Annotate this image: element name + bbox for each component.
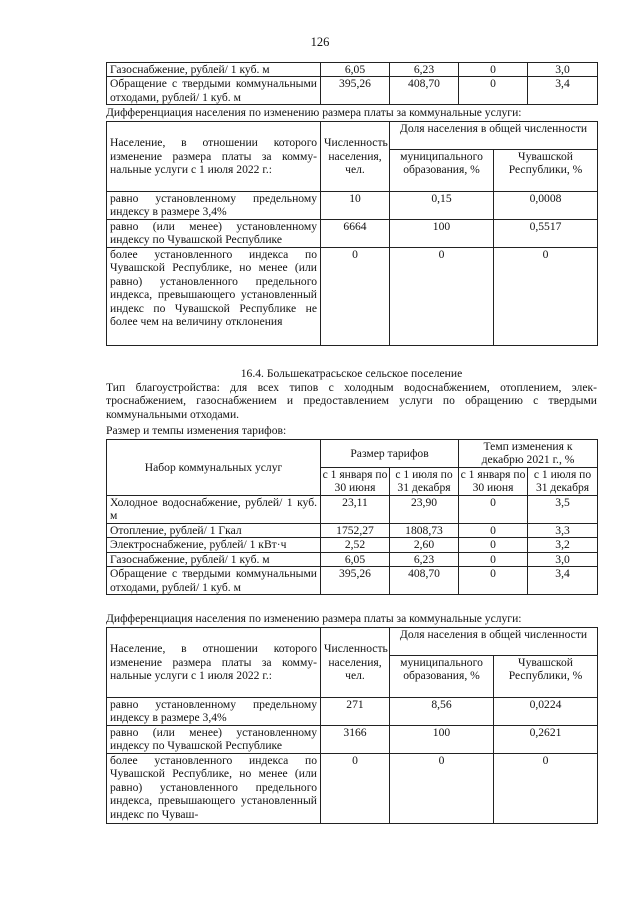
municipal-value: 0	[390, 754, 494, 824]
diff-title: Дифференциация населения по изменению размера платы за коммунальные услуги:	[106, 612, 522, 625]
count-value: 0	[321, 248, 390, 346]
row-label: равно (или менее) установленному индексу по Чувашской Республике	[107, 726, 321, 754]
rate-value: 0	[459, 552, 528, 566]
municipal-value: 100	[390, 726, 494, 754]
rate-value: 3,4	[528, 77, 598, 105]
service-name: Электроснабжение, рублей/ 1 кВт·ч	[107, 538, 321, 552]
table-row	[107, 77, 598, 105]
republic-value: 0,2621	[494, 726, 598, 754]
tariff-value: 395,26	[321, 567, 390, 595]
header-size: Размер тарифов	[321, 440, 459, 468]
table-row	[107, 248, 598, 346]
header-population: Население, в отношении которого изменение размера платы за коммунальные услуги с 1 июля 2022 г.:	[107, 122, 321, 192]
rate-value: 3,5	[528, 496, 598, 524]
tariff-value: 23,90	[390, 496, 459, 524]
rate-value: 3,3	[528, 524, 598, 538]
header-period: с 1 января по 30 июня	[321, 468, 390, 496]
tariff-value: 1808,73	[390, 524, 459, 538]
table-row	[107, 220, 598, 248]
rate-value: 3,4	[528, 567, 598, 595]
count-value: 10	[321, 192, 390, 220]
municipal-value: 100	[390, 220, 494, 248]
row-label: более установленного индекса по Чувашской Республике, но менее (или равно) установленного предельного индекса, превышающего установленный индекс по Чувашской Республике не более чем на величину отклонения	[107, 248, 321, 346]
header-count: Численность населения, чел.	[321, 122, 390, 192]
tariff-value: 2,60	[390, 538, 459, 552]
top-tariff-table	[106, 62, 598, 105]
header-population: Население, в отношении которого изменение размера платы за коммунальные услуги с 1 июля 2022 г.:	[107, 628, 321, 698]
rate-value: 0	[459, 538, 528, 552]
header-municipal: муниципального образования, %	[390, 150, 494, 192]
service-name: Обращение с твердыми коммунальными отходами, рублей/ 1 куб. м	[107, 77, 321, 105]
rate-value: 0	[459, 63, 528, 77]
service-name: Обращение с твердыми коммунальными отходами, рублей/ 1 куб. м	[107, 567, 321, 595]
header-share: Доля населения в общей численности	[390, 628, 598, 656]
row-label: более установленного индекса по Чувашской Республике, но менее (или равно) установленного предельного индекса, превышающего установленный индекс по Чуваш-	[107, 754, 321, 824]
tariff-value: 2,52	[321, 538, 390, 552]
table-row	[107, 552, 598, 566]
improvement-text: Тип благоустройства: для всех типов с холодным водоснабжением, отоплением, электроснабжением, газоснабжением и предоставлением услуги по обращению с твердыми коммунальными отходами.	[106, 381, 597, 421]
republic-value: 0	[494, 248, 598, 346]
rate-value: 3,2	[528, 538, 598, 552]
page-number: 126	[310, 35, 330, 49]
row-label: равно установленному предельному индексу в размере 3,4%	[107, 192, 321, 220]
tariff-value: 408,70	[390, 567, 459, 595]
header-services: Набор коммунальных услуг	[107, 440, 321, 496]
count-value: 3166	[321, 726, 390, 754]
row-label: равно установленному предельному индексу в размере 3,4%	[107, 698, 321, 726]
rate-value: 0	[459, 567, 528, 595]
service-name: Отопление, рублей/ 1 Гкал	[107, 524, 321, 538]
table-row	[107, 567, 598, 595]
tariff-heading: Размер и темпы изменения тарифов:	[106, 424, 287, 437]
service-name: Газоснабжение, рублей/ 1 куб. м	[107, 63, 321, 77]
header-republic: Чувашской Республики, %	[494, 656, 598, 698]
rate-value: 0	[459, 524, 528, 538]
table-row	[107, 754, 598, 824]
table-row	[107, 192, 598, 220]
tariff-value: 6,05	[321, 63, 390, 77]
rate-value: 3,0	[528, 552, 598, 566]
row-label: равно (или менее) установленному индексу по Чувашской Республике	[107, 220, 321, 248]
tariff-value: 6,23	[390, 552, 459, 566]
header-period: с 1 января по 30 июня	[459, 468, 528, 496]
rate-value: 0	[459, 496, 528, 524]
table-row	[107, 524, 598, 538]
tariff-value: 1752,27	[321, 524, 390, 538]
count-value: 6664	[321, 220, 390, 248]
tariff-value: 408,70	[390, 77, 459, 105]
tariff-table	[106, 439, 598, 595]
header-republic: Чувашской Республики, %	[494, 150, 598, 192]
tariff-value: 23,11	[321, 496, 390, 524]
header-rate: Темп изменения к декабрю 2021 г., %	[459, 440, 598, 468]
service-name: Холодное водоснабжение, рублей/ 1 куб. м	[107, 496, 321, 524]
population-table	[106, 121, 598, 346]
table-row	[107, 698, 598, 726]
tariff-value: 395,26	[321, 77, 390, 105]
service-name: Газоснабжение, рублей/ 1 куб. м	[107, 552, 321, 566]
republic-value: 0	[494, 754, 598, 824]
count-value: 0	[321, 754, 390, 824]
republic-value: 0,5517	[494, 220, 598, 248]
municipal-value: 0,15	[390, 192, 494, 220]
republic-value: 0,0224	[494, 698, 598, 726]
diff-title: Дифференциация населения по изменению размера платы за коммунальные услуги:	[106, 106, 522, 119]
section-title: 16.4. Большекатрасьское сельское поселение	[240, 367, 463, 380]
table-row	[107, 726, 598, 754]
tariff-value: 6,23	[390, 63, 459, 77]
tariff-value: 6,05	[321, 552, 390, 566]
municipal-value: 8,56	[390, 698, 494, 726]
count-value: 271	[321, 698, 390, 726]
municipal-value: 0	[390, 248, 494, 346]
header-period: с 1 июля по 31 декабря	[390, 468, 459, 496]
rate-value: 3,0	[528, 63, 598, 77]
population-table	[106, 627, 598, 824]
table-row	[107, 63, 598, 77]
header-share: Доля населения в общей численности	[390, 122, 598, 150]
header-municipal: муниципального образования, %	[390, 656, 494, 698]
table-row	[107, 496, 598, 524]
table-row	[107, 538, 598, 552]
republic-value: 0,0008	[494, 192, 598, 220]
rate-value: 0	[459, 77, 528, 105]
header-period: с 1 июля по 31 декабря	[528, 468, 598, 496]
header-count: Численность населения, чел.	[321, 628, 390, 698]
